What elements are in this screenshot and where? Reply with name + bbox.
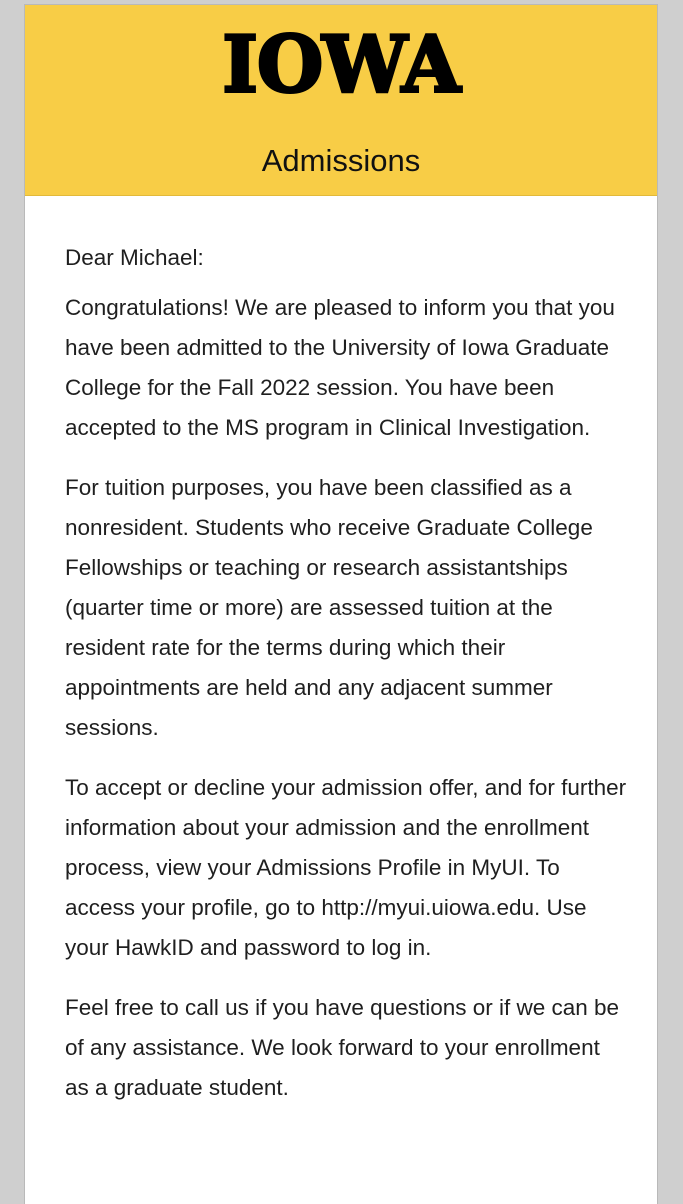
letter-paragraph-congratulations: Congratulations! We are pleased to inform you that you have been admitted to the University of Iowa Graduate College for the Fall 2022 session. You have been accepted to the MS program in Clinical Investigation.: [65, 295, 615, 440]
header-banner: [25, 5, 657, 196]
letter-body: [25, 196, 657, 1108]
letter-paragraph-contact: Feel free to call us if you have questions or if we can be of any assistance. We look forward to your enrollment as a graduate student.: [65, 995, 620, 1100]
letter-greeting: Dear Michael:: [65, 245, 204, 270]
letter-paragraph-tuition: For tuition purposes, you have been classified as a nonresident. Students who receive Graduate College Fellowships or teaching or research assistantships (quarter time or more) are assessed tuition at the resident rate for the terms during which their appointments are held and any adjacent summer sessions.: [65, 475, 593, 740]
iowa-logo: IOWA: [222, 19, 460, 110]
header-subtitle: Admissions: [261, 143, 421, 178]
email-container: [24, 4, 658, 1204]
letter-paragraph-accept-offer: To accept or decline your admission offer, and for further information about your admission and the enrollment process, view your Admissions Profile in MyUI. To access your profile, go to http://myui.uiowa.edu. Use your HawkID and password to log in.: [65, 775, 627, 960]
